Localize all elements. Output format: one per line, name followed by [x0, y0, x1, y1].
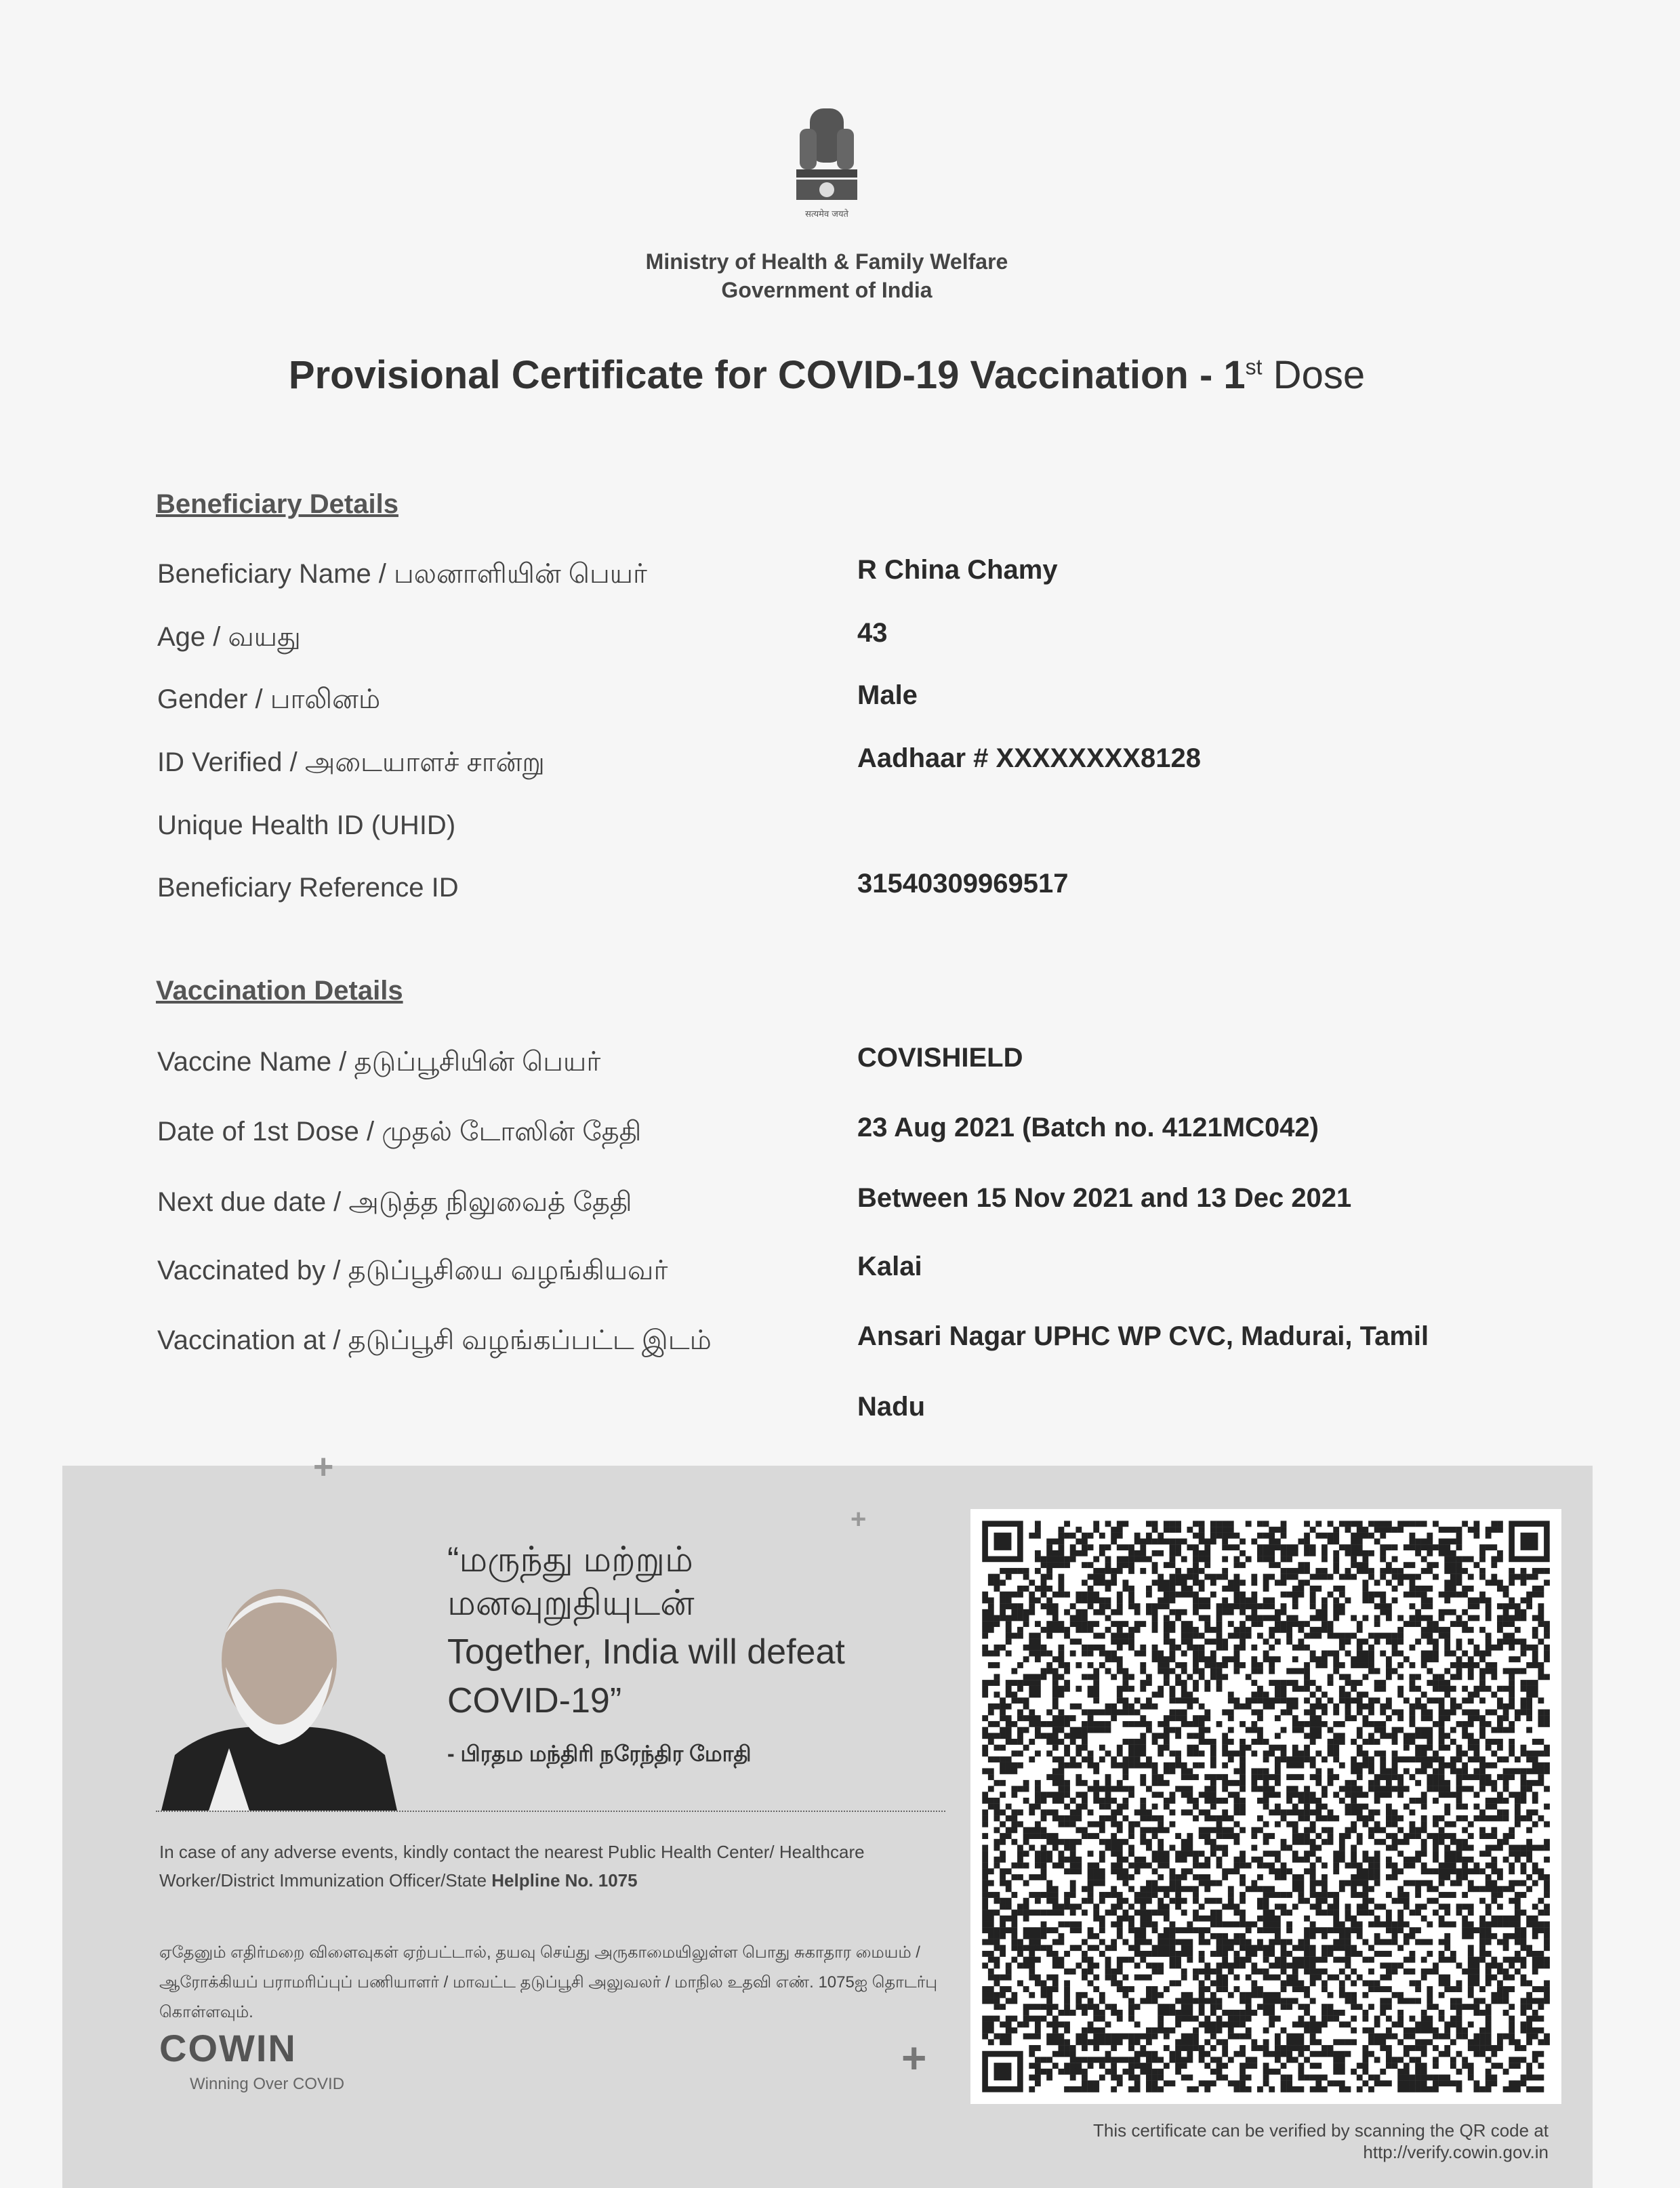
government-name: Government of India	[721, 278, 933, 302]
field-label: Next due date / அடுத்த நிலுவைத் தேதி	[157, 1187, 632, 1217]
field-value: R China Chamy	[857, 555, 1058, 585]
field-label: Beneficiary Name / பலனாளியின் பெயர்	[157, 559, 647, 589]
field-label: ID Verified / அடையாளச் சான்று	[157, 747, 545, 777]
plus-decoration-icon: +	[313, 1447, 334, 1487]
ministry-name: Ministry of Health & Family Welfare	[645, 249, 1008, 274]
field-value: 23 Aug 2021 (Batch no. 4121MC042)	[857, 1113, 1319, 1142]
cowin-logo: COWIN	[159, 2027, 297, 2069]
field-value: 43	[857, 618, 888, 648]
quote-english-line: COVID-19”	[447, 1681, 622, 1720]
plus-decoration-icon: +	[851, 1504, 867, 1534]
field-label: Gender / பாலினம்	[157, 684, 381, 714]
cowin-tagline: Winning Over COVID	[190, 2075, 345, 2093]
quote-english-line: Together, India will defeat	[447, 1632, 845, 1672]
field-value: Male	[857, 680, 918, 710]
field-value: Aadhaar # XXXXXXXX8128	[857, 743, 1201, 773]
divider	[156, 1811, 945, 1812]
field-label: Date of 1st Dose / முதல் டோஸின் தேதி	[157, 1117, 642, 1147]
verification-text: This certificate can be verified by scanning the QR code at	[1092, 2120, 1549, 2141]
verification-qr-code	[970, 1509, 1561, 2104]
quote-tamil-line: மனவுறுதியுடன்	[447, 1584, 695, 1623]
quote-attribution: - பிரதம மந்திரி நரேந்திர மோதி	[447, 1741, 752, 1766]
field-value: Kalai	[857, 1252, 922, 1281]
field-label: Beneficiary Reference ID	[157, 873, 459, 903]
beneficiary-details-heading: Beneficiary Details	[156, 489, 398, 519]
qr-code-image	[970, 1509, 1561, 2104]
field-label: Vaccination at / தடுப்பூசி வழங்கப்பட்ட இடம்	[157, 1325, 712, 1355]
field-value: COVISHIELD	[857, 1043, 1023, 1073]
verification-note	[949, 2120, 1549, 2163]
vaccination-details-heading: Vaccination Details	[156, 976, 403, 1006]
helpline-number: Helpline No. 1075	[491, 1870, 638, 1891]
quote	[447, 1538, 845, 1722]
field-value: Nadu	[857, 1392, 925, 1422]
adverse-events-notice-english: In case of any adverse events, kindly contact the nearest Public Health Center/ Healthcare Worker/District Immunization Officer/State Helpline No. 1075	[159, 1842, 865, 1891]
field-value: 31540309969517	[857, 869, 1069, 899]
adverse-events-notice-tamil: ஏதேனும் எதிர்மறை விளைவுகள் ஏற்பட்டால், தயவு செய்து அருகாமையிலுள்ள பொது சுகாதார மையம் / ஆரோக்கியப் பராமரிப்புப் பணியாளர் / மாவட்ட தடுப்பூசி அலுவலர் / மாநில உதவி எண். 1075ஐ தொடர்பு கொள்ளவும்.	[159, 1943, 938, 2021]
svg-text:सत्यमेव जयते: सत्यमेव जयते	[805, 209, 848, 220]
plus-decoration-icon: +	[901, 2034, 927, 2082]
field-label: Vaccine Name / தடுப்பூசியின் பெயர்	[157, 1047, 601, 1077]
field-value: Between 15 Nov 2021 and 13 Dec 2021	[857, 1183, 1352, 1213]
national-emblem-icon	[786, 102, 867, 230]
verification-url: http://verify.cowin.gov.in	[1363, 2142, 1549, 2162]
prime-minister-photo	[161, 1559, 397, 1811]
field-value: Ansari Nagar UPHC WP CVC, Madurai, Tamil	[857, 1321, 1429, 1351]
field-label: Unique Health ID (UHID)	[157, 810, 456, 840]
field-label: Age / வயது	[157, 622, 301, 652]
quote-tamil-line: “மருந்து மற்றும்	[447, 1540, 693, 1580]
field-label: Vaccinated by / தடுப்பூசியை வழங்கியவர்	[157, 1256, 668, 1285]
page-title: Provisional Certificate for COVID-19 Vaccination - 1st Dose	[288, 353, 1366, 397]
